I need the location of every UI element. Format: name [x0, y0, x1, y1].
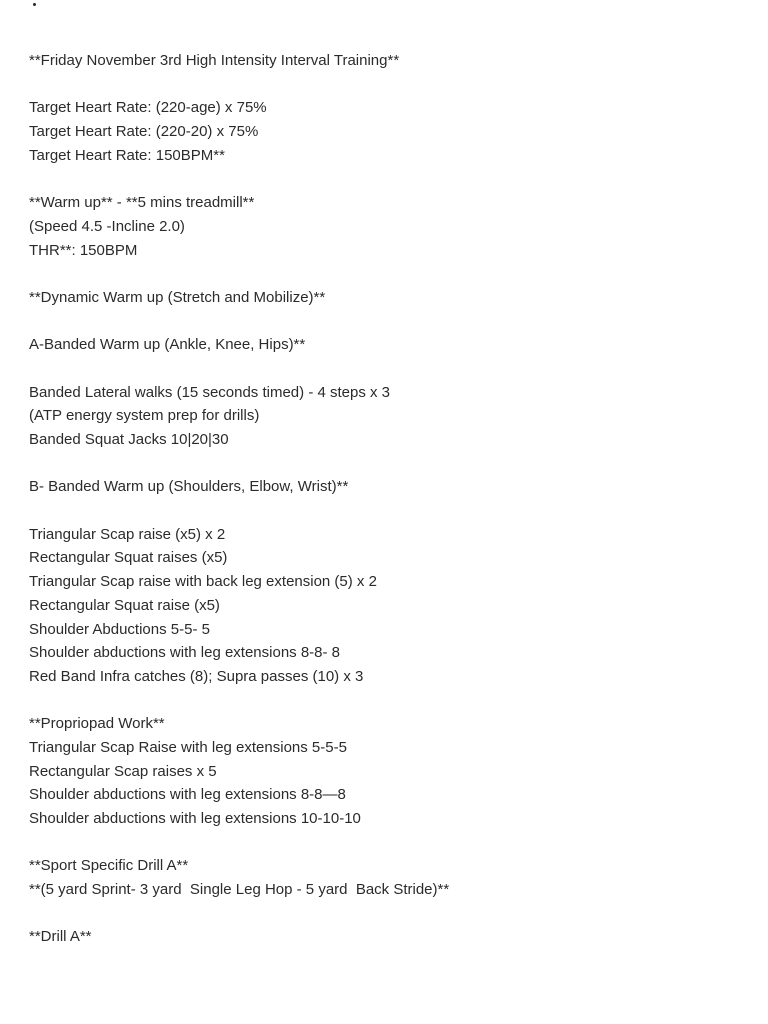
blank-line: [29, 452, 749, 476]
propriopad-item: Shoulder abductions with leg extensions 8-8—8: [29, 786, 346, 804]
section-a-heading: A-Banded Warm up (Ankle, Knee, Hips)**: [29, 336, 306, 354]
warm-up-line: **Warm up** - **5 mins treadmill**: [29, 194, 255, 212]
section-b-heading: B- Banded Warm up (Shoulders, Elbow, Wrist)**: [29, 478, 349, 496]
propriopad-item: Triangular Scap Raise with leg extensions 5-5-5: [29, 738, 347, 756]
section-a-item: Banded Squat Jacks 10|20|30: [29, 431, 229, 448]
blank-line: [29, 310, 749, 334]
warm-up-line: THR**: 150BPM: [29, 241, 138, 259]
section-a-item: Banded Lateral walks (15 seconds timed) - 4 steps x 3: [29, 383, 391, 401]
section-b-item: Rectangular Squat raise (x5): [29, 596, 220, 614]
propriopad-item: Rectangular Scap raises x 5: [29, 762, 217, 780]
note-body[interactable]: [29, 49, 749, 949]
heart-rate-line: Target Heart Rate: (220-20) x 75%: [29, 123, 259, 141]
drill-a-heading: **Drill A**: [29, 928, 92, 946]
blank-line: [29, 831, 749, 855]
section-b-item: Red Band Infra catches (8); Supra passes (10) x 3: [29, 667, 364, 685]
sport-drill-detail: **(5 yard Sprint- 3 yard Single Leg Hop - 5 yard Back Stride)**: [29, 881, 450, 899]
blank-line: [29, 262, 749, 286]
blank-line: [29, 357, 749, 381]
section-b-item: Triangular Scap raise (x5) x 2: [29, 525, 226, 543]
propriopad-item: Shoulder abductions with leg extensions 10-10-10: [29, 810, 361, 827]
section-b-item: Shoulder abductions with leg extensions 8-8- 8: [29, 644, 341, 662]
section-a-item: (ATP energy system prep for drills): [29, 407, 260, 425]
section-b-item: Shoulder Abductions 5-5- 5: [29, 620, 210, 638]
blank-line: [29, 689, 749, 713]
heart-rate-line: Target Heart Rate: (220-age) x 75%: [29, 99, 267, 117]
propriopad-heading: **Propriopad Work**: [29, 715, 165, 733]
blank-line: [29, 902, 749, 926]
dynamic-warm-up-heading: **Dynamic Warm up (Stretch and Mobilize)**: [29, 288, 326, 306]
blank-line: [29, 167, 749, 191]
blank-line: [29, 73, 749, 97]
top-dot: [33, 3, 36, 6]
section-b-item: Rectangular Squat raises (x5): [29, 549, 228, 567]
section-b-item: Triangular Scap raise with back leg extension (5) x 2: [29, 573, 377, 591]
sport-drill-heading: **Sport Specific Drill A**: [29, 857, 189, 875]
note-title: **Friday November 3rd High Intensity Interval Training**: [29, 52, 400, 69]
blank-line: [29, 499, 749, 523]
warm-up-line: (Speed 4.5 -Incline 2.0): [29, 217, 185, 235]
heart-rate-line: Target Heart Rate: 150BPM**: [29, 146, 225, 164]
